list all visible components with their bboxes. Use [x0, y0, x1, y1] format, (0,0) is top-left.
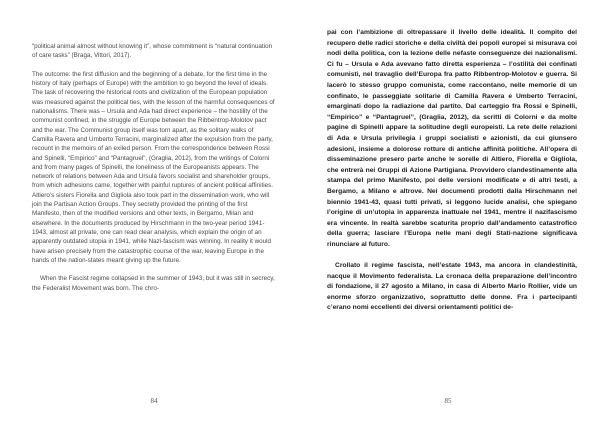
left-paragraph-2: The outcome: the first diffusion and the beginning of a debate, for the first time in the history of Italy (perhaps of Europe) with the ambition to go beyond the level of ideals. The task of recovering the historical roots and civilization of the European population was measured against the political ties, with the lesson of the harmful consequences of nationalisms. There was – Ursula and Ada had direct experience – the hostility of the communist confined, in the struggle of Europe between the Ribbentrop-Molotov pact and the war. The Communist group itself was torn apart, as the solitary walks of Camilla Ravera and Umberto Terracini, marginalized after the expulsion from the party, recount in the memoirs of an exiled person. From the correspondence between Rossi and Spinelli, “Empirico” and “Pantagruel”, (Graglia, 2012), from the writings of Colorni and from many pages of Spinelli, the loneliness of the Europeanists appears. The network of relations between Ada and Ursula favors socialist and shareholder groups, from which adhesions came, together with painful ruptures of ancient political affinities. Altiero’s sisters Fiorella and Gigliola also took part in the dissemination work, who will join the Partisan Action Groups. They secretly provided the printing of the first Manifesto, then of the modified versions and other texts, in Bergamo, Milan and elsewhere. In the documents produced by Hirschmann in the two-year period 1941-1943, almost all private, one can read clear analysis, which explain the origin of an apparently outdated utopia in 1941, while Nazi-fascism was winning. In reality it would have arisen precisely from the catastrophic course of the war, leaving Europe in the hands of the nation-states meant giving up the future. [32, 70, 275, 264]
left-paragraph-1: “political animal almost without knowing it”, whose commitment is “natural continuation of care tasks” (Braga, Vittori, 2017). [32, 43, 273, 60]
left-paragraph-3: When the Fascist regime collapsed in the summer of 1943, but it was still in secrecy, the Federalist Movement was born. The chro- [32, 275, 275, 292]
right-paragraph-1: pai con l’ambizione di oltrepassare il livello delle idealità. Il compito del recupero delle radici storiche e della civiltà dei popoli europei si misurava coi nodi della politica, con la lezione delle nefaste conseguenze dei nazionalismi. Ci fu – Ursula e Ada avevano fatto diretta esperienza – l’ostilità dei confinati comunisti, nel travaglio dell’Europa fra patto Ribbentrop-Molotov e guerra. Si lacerò lo stesso gruppo comunista, come raccontano, nelle memorie di un confinato, le passeggiate solitarie di Camilla Ravera e Umberto Terracini, emarginati dopo la radiazione dal partito. Dal carteggio fra Rossi e Spinelli, “Empirico” e “Pantagruel”, (Graglia, 2012), da scritti di Colorni e da molte pagine di Spinelli appare la solitudine degli europeisti. La rete delle relazioni di Ada e Ursula privilegia i gruppi socialisti e azionisti, da cui giunsero adesioni, insieme a dolorose rotture di antiche affinità politiche. All’opera di disseminazione presero parte anche le sorelle di Altiero, Fiorella e Gigliola, che entrerà nei Gruppi di Azione Partigiana. Provvidero clandestinamente alla stampa del primo Manifesto, poi delle versioni modificate e di altri testi, a Bergamo, a Milano e altrove. Nei documenti prodotti dalla Hirschmann nel biennio 1941-43, quasi tutti privati, si leggono lucide analisi, che spiegano l’origine di un’utopia in apparenza inattuale nel 1941, mentre il nazifascismo era vincente. In realtà sarebbe scaturita proprio dall’andamento catastrofico della guerra; lasciare l’Europa nelle mani degli Stati-nazione significava rinunciare al futuro. [327, 29, 577, 248]
right-page-number: 85 [444, 397, 452, 405]
left-page-number: 84 [150, 397, 158, 405]
right-page-text [327, 28, 577, 314]
right-paragraph-2: Crollato il regime fascista, nell’estate 1943, ma ancora in clandestinità, nacque il Movimento federalista. La cronaca della preparazione dell’incontro di fondazione, il 27 agosto a Milano, in casa di Alberto Mario Rollier, vide un enorme sforzo organizzativo, soprattutto delle donne. Fra i partecipanti c’erano nomi eccellenti dei diversi orientamenti politici de- [327, 262, 577, 312]
right-page [300, 0, 600, 425]
left-page-text [32, 42, 276, 293]
